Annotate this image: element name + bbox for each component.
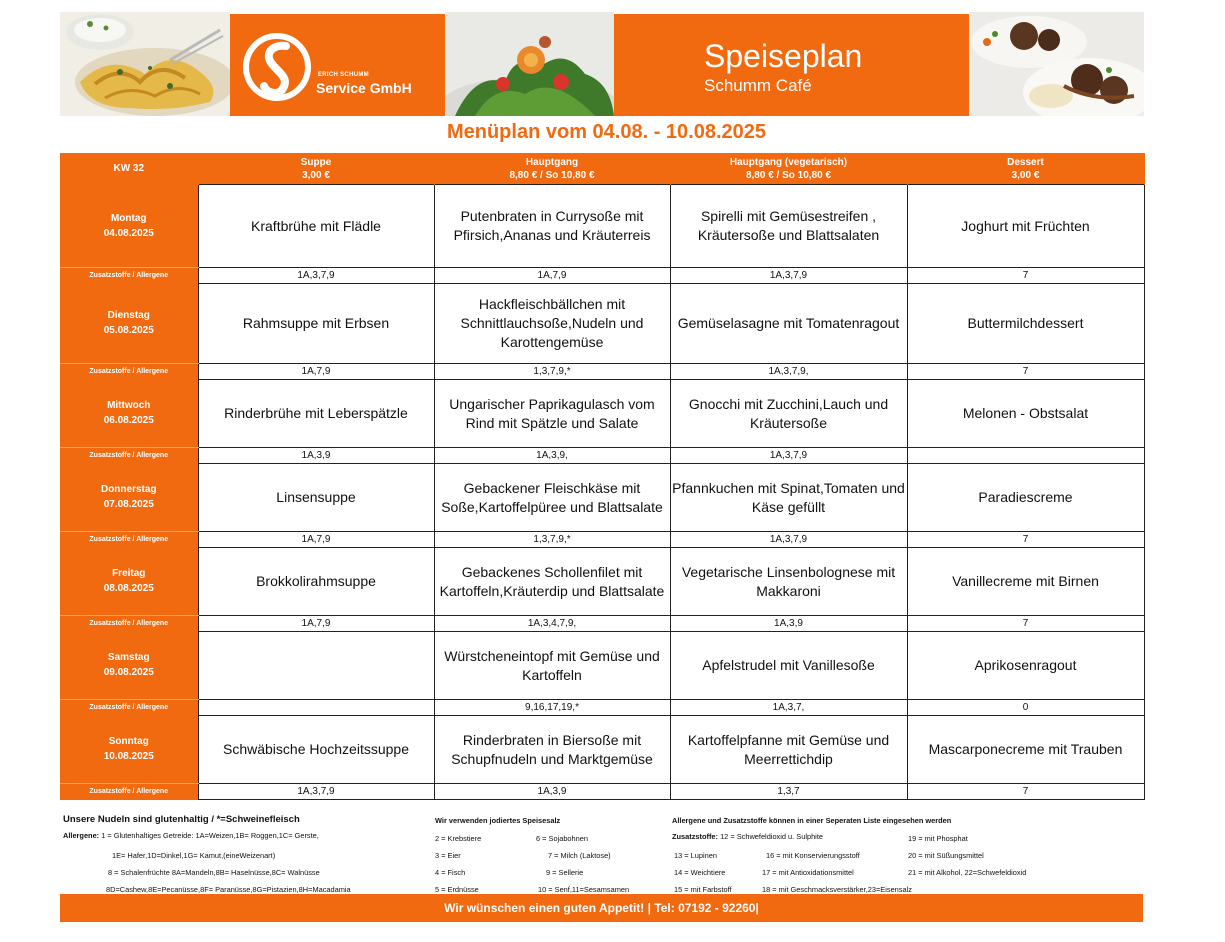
week-header: KW 32 [60, 153, 198, 185]
dessert-codes: 7 [907, 268, 1144, 284]
soup-codes: 1A,7,9 [198, 532, 434, 548]
dessert-codes: 0 [907, 700, 1144, 716]
allergen-row [60, 532, 1144, 548]
photo-meatballs [969, 12, 1144, 116]
separate-list-note: Allergene und Zusatzstoffe können in einer Seperaten Liste eingesehen werden [672, 816, 952, 825]
main-codes: 1A,3,9 [434, 784, 670, 800]
legend-item: 2 = Krebstiere [435, 834, 482, 843]
veg-codes: 1,3,7 [670, 784, 907, 800]
veg-codes: 1A,3,7, [670, 700, 907, 716]
main-dish: Gebackener Fleischkäse mit Soße,Kartoffelpüree und Blattsalate [434, 464, 670, 532]
salt-note: Wir verwenden jodiertes Speisesalz [435, 816, 561, 825]
veg-dish: Vegetarische Linsenbolognese mit Makkaroni [670, 548, 907, 616]
legend-item: 7 = Milch (Laktose) [548, 851, 611, 860]
allergen-label: Zusatzstoffe / Allergene [60, 532, 198, 548]
veg-codes: 1A,3,7,9 [670, 448, 907, 464]
allergen-legend-line: Allergene: 1 = Glutenhaltiges Getreide: 1A=Weizen,1B= Roggen,1C= Gerste, [63, 831, 319, 840]
soup-codes: 1A,3,7,9 [198, 268, 434, 284]
menu-table [60, 153, 1145, 800]
legend-item: 18 = mit Geschmacksverstärker,23=Eisensalz [762, 885, 912, 894]
soup-dish: Rinderbrühe mit Leberspätzle [198, 380, 434, 448]
dessert-dish: Mascarponecreme mit Trauben [907, 716, 1144, 784]
main-header: Hauptgang 8,80 € / So 10,80 € [434, 153, 670, 185]
day-label: Donnerstag 07.08.2025 [60, 464, 198, 532]
main-codes: 1A,3,4,7,9, [434, 616, 670, 632]
day-row [60, 284, 1144, 364]
legend-item: 3 = Eier [435, 851, 461, 860]
soup-dish: Linsensuppe [198, 464, 434, 532]
day-label: Freitag 08.08.2025 [60, 548, 198, 616]
allergen-row [60, 364, 1144, 380]
title-banner [614, 14, 969, 116]
page-subtitle: Schumm Café [704, 76, 812, 95]
veg-codes: 1A,3,7,9, [670, 364, 907, 380]
company-logo [230, 14, 445, 116]
allergen-row [60, 784, 1144, 800]
allergens-label: Allergene: [63, 831, 100, 840]
dessert-codes: 7 [907, 532, 1144, 548]
veg-dish: Gemüselasagne mit Tomatenragout [670, 284, 907, 364]
allergen-legend-line: 8 = Schalenfrüchte 8A=Mandeln,8B= Haselnüsse,8C= Walnüsse [108, 868, 320, 877]
veg-codes: 1A,3,7,9 [670, 532, 907, 548]
veg-dish: Kartoffelpfanne mit Gemüse und Meerrettichdip [670, 716, 907, 784]
allergen-label: Zusatzstoffe / Allergene [60, 364, 198, 380]
additives-label: Zusatzstoffe: [672, 832, 718, 841]
main-codes: 1,3,7,9,* [434, 364, 670, 380]
main-dish: Rinderbraten in Biersoße mit Schupfnudeln und Marktgemüse [434, 716, 670, 784]
menu-date-range: Menüplan vom 04.08. - 10.08.2025 [446, 121, 767, 143]
legend-item: 14 = Weichtiere [674, 868, 726, 877]
soup-codes [198, 700, 434, 716]
veg-header: Hauptgang (vegetarisch) 8,80 € / So 10,80 € [670, 153, 907, 185]
soup-codes: 1A,3,9 [198, 448, 434, 464]
allergen-row [60, 700, 1144, 716]
allergen-row [60, 268, 1144, 284]
main-codes: 9,16,17,19,* [434, 700, 670, 716]
day-label: Samstag 09.08.2025 [60, 632, 198, 700]
veg-dish: Gnocchi mit Zucchini,Lauch und Kräutersoße [670, 380, 907, 448]
veg-dish: Pfannkuchen mit Spinat,Tomaten und Käse gefüllt [670, 464, 907, 532]
legend-item: 17 = mit Antioxidationsmittel [762, 868, 854, 877]
soup-dish: Rahmsuppe mit Erbsen [198, 284, 434, 364]
dessert-codes: 7 [907, 364, 1144, 380]
dessert-dish: Buttermilchdessert [907, 284, 1144, 364]
legend-item: 10 = Senf,11=Sesamsamen [538, 885, 630, 894]
dessert-codes: 7 [907, 616, 1144, 632]
dessert-dish: Joghurt mit Früchten [907, 185, 1144, 268]
page-title: Speiseplan [704, 38, 863, 74]
soup-codes: 1A,3,7,9 [198, 784, 434, 800]
day-row [60, 716, 1144, 784]
allergen-row [60, 448, 1144, 464]
dessert-header: Dessert 3,00 € [907, 153, 1144, 185]
allergen-label: Zusatzstoffe / Allergene [60, 784, 198, 800]
table-header [60, 153, 1144, 185]
dessert-dish: Vanillecreme mit Birnen [907, 548, 1144, 616]
legend-item: 20 = mit Süßungsmittel [908, 851, 984, 860]
day-row [60, 464, 1144, 532]
legend-item: 13 = Lupinen [674, 851, 717, 860]
day-row [60, 548, 1144, 616]
main-dish: Würstcheneintopf mit Gemüse und Kartoffeln [434, 632, 670, 700]
main-dish: Hackfleischbällchen mit Schnittlauchsoße,Nudeln und Karottengemüse [434, 284, 670, 364]
dessert-codes [907, 448, 1144, 464]
logo-text-small: ERICH SCHUMM [318, 72, 369, 78]
soup-codes: 1A,7,9 [198, 364, 434, 380]
main-dish: Putenbraten in Currysoße mit Pfirsich,Ananas und Kräuterreis [434, 185, 670, 268]
legend-item: 15 = mit Farbstoff [674, 885, 732, 894]
allergen-label: Zusatzstoffe / Allergene [60, 700, 198, 716]
day-label: Sonntag 10.08.2025 [60, 716, 198, 784]
day-row [60, 380, 1144, 448]
main-dish: Ungarischer Paprikagulasch vom Rind mit Spätzle und Salate [434, 380, 670, 448]
legend-item: 5 = Erdnüsse [435, 885, 479, 894]
day-label: Dienstag 05.08.2025 [60, 284, 198, 364]
soup-dish: Kraftbrühe mit Flädle [198, 185, 434, 268]
photo-pasta [60, 12, 230, 116]
footer-banner: Wir wünschen einen guten Appetit! | Tel: 07192 - 92260| [60, 894, 1143, 922]
allergen-legend-line: 8D=Cashew,8E=Pecanüsse,8F= Paranüsse,8G=Pistazien,8H=Macadamia [106, 885, 351, 894]
noodles-note: Unsere Nudeln sind glutenhaltig / *=Schweinefleisch [63, 814, 300, 825]
veg-codes: 1A,3,7,9 [670, 268, 907, 284]
legend-item: 19 = mit Phosphat [908, 834, 968, 843]
day-label: Montag 04.08.2025 [60, 185, 198, 268]
allergen-label: Zusatzstoffe / Allergene [60, 448, 198, 464]
veg-codes: 1A,3,9 [670, 616, 907, 632]
allergen-label: Zusatzstoffe / Allergene [60, 616, 198, 632]
legend-item: 4 = Fisch [435, 868, 466, 877]
dessert-dish: Paradiescreme [907, 464, 1144, 532]
dessert-dish: Aprikosenragout [907, 632, 1144, 700]
dessert-codes: 7 [907, 784, 1144, 800]
legend-item: 6 = Sojabohnen [536, 834, 588, 843]
day-row [60, 185, 1144, 268]
legend-item: 9 = Sellerie [546, 868, 584, 877]
allergen-label: Zusatzstoffe / Allergene [60, 268, 198, 284]
main-codes: 1A,3,9, [434, 448, 670, 464]
dessert-dish: Melonen - Obstsalat [907, 380, 1144, 448]
legend-item: 21 = mit Alkohol, 22=Schwefeldioxid [908, 868, 1027, 877]
photo-salad [445, 12, 614, 116]
soup-dish [198, 632, 434, 700]
legend-item: 16 = mit Konservierungsstoff [766, 851, 860, 860]
veg-dish: Apfelstrudel mit Vanillesoße [670, 632, 907, 700]
soup-header: Suppe 3,00 € [198, 153, 434, 185]
main-codes: 1A,7,9 [434, 268, 670, 284]
main-dish: Gebackenes Schollenfilet mit Kartoffeln,Kräuterdip und Blattsalate [434, 548, 670, 616]
additives-legend-line: Zusatzstoffe: 12 = Schwefeldioxid u. Sulphite [672, 832, 823, 841]
veg-dish: Spirelli mit Gemüsestreifen , Kräutersoße und Blattsalaten [670, 185, 907, 268]
soup-dish: Schwäbische Hochzeitssuppe [198, 716, 434, 784]
soup-codes: 1A,7,9 [198, 616, 434, 632]
allergen-legend-line: 1E= Hafer,1D=Dinkel,1G= Kamut,(eineWeizenart) [112, 851, 276, 860]
soup-dish: Brokkolirahmsuppe [198, 548, 434, 616]
logo-text-large: Service GmbH [316, 80, 412, 96]
day-label: Mittwoch 06.08.2025 [60, 380, 198, 448]
main-codes: 1,3,7,9,* [434, 532, 670, 548]
schumm-logo-icon [242, 32, 312, 102]
allergen-row [60, 616, 1144, 632]
day-row [60, 632, 1144, 700]
